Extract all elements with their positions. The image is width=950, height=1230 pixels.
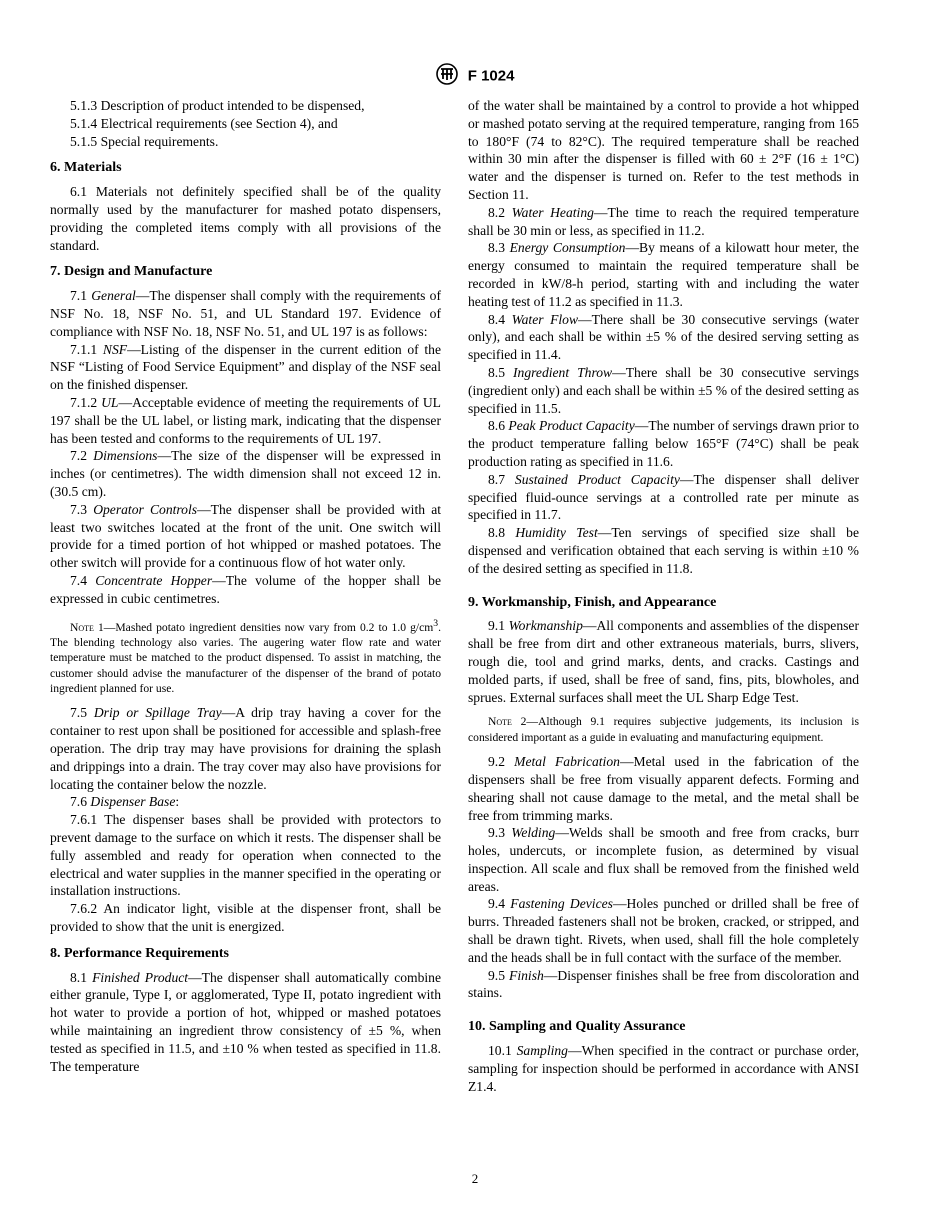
paragraph-7-5: 7.5 Drip or Spillage Tray—A drip tray having a cover for the container to rest upon shall be positioned for accessible and splash-free operation. The drip tray may have provisions for draining the splash and drippings into a drain. The tray cover may also have provisions for locating the container below the nozzle. (50, 705, 441, 792)
paragraph-7-3: 7.3 Operator Controls—The dispenser shall be provided with at least two switches located at the front of the unit. One switch will provide for a timed portion of hot whipped or mashed potatoes. The other switch will provide for a continuous flow of hot water only. (50, 501, 442, 571)
paragraph-8-5: 8.5 Ingredient Throw—There shall be 30 consecutive servings (ingredient only) and each shall be within ±5 % of the desired setting as specified in 11.5. (468, 364, 859, 416)
paragraph-7-1-1: 7.1.1 NSF—Listing of the dispenser in the current edition of the NSF “Listing of Food Service Equipment” and display of the NSF seal on the finished dispenser. (50, 341, 442, 393)
paragraph-7-1: 7.1 General—The dispenser shall comply with the requirements of NSF No. 18, NSF No. 51, and UL Standard 197. Evidence of compliance with NSF No. 18, NSF No. 51, and UL 197 is as follows: (50, 288, 441, 339)
paragraph-8-6: 8.6 Peak Product Capacity—The number of servings drawn prior to the product temperature falling below 165°F (74°C) shall be peak production rating as specified in 11.6. (468, 418, 859, 469)
paragraph-7-6-1: 7.6.1 The dispenser bases shall be provided with protectors to prevent damage to the surface on which it rests. The dispenser shall be fully assembled and ready for operation when connected to the electrical and water supplies in the manner specified in the operating or installation instructions. (50, 812, 441, 899)
standard-number: F 1024 (467, 67, 515, 85)
paragraph-9-3: 9.3 Welding—Welds shall be smooth and free from cracks, burr holes, undercuts, or incomplete fusion, as determined by visual inspection. All scale and flux shall be removed from the finished weld areas. (468, 825, 859, 894)
paragraph-8-4: 8.4 Water Flow—There shall be 30 consecutive servings (water only), and each shall be within ±5 % of the desired serving setting as specified in 11.4. (468, 311, 859, 363)
paragraph-5-1-4: 5.1.4 Electrical requirements (see Section 4), and (70, 115, 338, 131)
paragraph-5-1-3: 5.1.3 Description of product intended to be dispensed, (70, 98, 365, 113)
paragraph-7-6-2: 7.6.2 An indicator light, visible at the dispenser front, shall be provided to show that the unit is energized. (50, 901, 441, 934)
paragraph-9-1: 9.1 Workmanship—All components and assemblies of the dispenser shall be free from dirt and other extraneous materials, burrs, slivers, rough die, tool and grind marks, dents, and cracks. Castings and molded parts, if used, shall be free of sand, fins, pits, blowholes, and sprues. External surfaces shall meet the UL Sharp Edge Test. (468, 618, 859, 705)
page-number: 2 (471, 1171, 479, 1186)
paragraph-8-3: 8.3 Energy Consumption—By means of a kilowatt hour meter, the energy consumed to maintain the required temperature shall be recorded in kW/8-h period, starting with and including the water heating test of 11.2 as specified in 11.3. (468, 240, 859, 309)
paragraph-8-7: 8.7 Sustained Product Capacity—The dispenser shall deliver specified fluid-ounce servings at a controlled rate per minute as specified in 11.7. (468, 471, 860, 523)
paragraph-6-1: 6.1 Materials not definitely specified shall be of the quality normally used by the manufacturer for mashed potato dispensers, providing the completed items comply with all provisions of the standard. (50, 184, 441, 253)
paragraph-7-6: 7.6 Dispenser Base: (70, 794, 180, 810)
paragraph-8-8: 8.8 Humidity Test—Ten servings of specified size shall be dispensed and verification obtained that each serving is within ±10 % of the desired setting as specified in 11.8. (468, 525, 859, 576)
paragraph-8-2: 8.2 Water Heating—The time to reach the required temperature shall be 30 min or less, as specified in 11.2. (468, 204, 859, 238)
paragraph-8-1: 8.1 Finished Product—The dispenser shall automatically combine either granule, Type I, or agglomerated, Type II, potato ingredient with hot water to provide a portion of hot, whipped or mashed potatoes while maintaining an ingredient throw consistency of ±5 %, when tested as specified in 11.5, and ±10 % when tested as specified in 11.8. The temperature (50, 969, 441, 1074)
paragraph-5-1-5: 5.1.5 Special requirements. (70, 133, 219, 149)
paragraph-9-4: 9.4 Fastening Devices—Holes punched or drilled shall be free of burrs. Threaded fasteners shall not be broken, cracked, or stripped, and shall be drawn tight. Rivets, when used, shall fill the hole completely and the heads shall be in full contact with the surface of the member. (468, 896, 859, 965)
section-heading-9: 9. Workmanship, Finish, and Appearance (468, 594, 717, 610)
paragraph-7-2: 7.2 Dimensions—The size of the dispenser will be expressed in inches (or centimetres). The width dimension shall not exceed 12 in. (30.5 cm). (50, 448, 441, 499)
astm-logo-icon (436, 63, 458, 89)
page-header (0, 63, 950, 89)
left-column (50, 97, 441, 1075)
right-column (468, 97, 859, 1095)
paragraph-7-4: 7.4 Concentrate Hopper—The volume of the hopper shall be expressed in cubic centimetres. (50, 572, 441, 606)
paragraph-9-2: 9.2 Metal Fabrication—Metal used in the fabrication of the dispensers shall be free from visually apparent defects. Forming and shearing shall not cause damage to the metal, and the metal shall be free from trimming marks. (468, 754, 859, 823)
paragraph-10-1: 10.1 Sampling—When specified in the contract or purchase order, sampling for inspection should be performed in accordance with ANSI Z1.4. (468, 1043, 859, 1094)
section-heading-8: 8. Performance Requirements (50, 945, 229, 961)
note-1: Note 1—Mashed potato ingredient densities now vary from 0.2 to 1.0 $g/cm^3$. The blending technology also varies. The augering water flow rate and water temperature must be matched to the product dispensed. To assist in matching, the customer should advise the manufacturer of the dispenser of the brand of potato ingredient planned for use. (50, 617, 441, 695)
note-2: Note 2—Although 9.1 requires subjective judgements, its inclusion is considered important as a guide in evaluating and manufacturing equipment. (468, 715, 859, 744)
section-heading-7: 7. Design and Manufacture (50, 264, 213, 280)
paragraph-9-5: 9.5 Finish—Dispenser finishes shall be free from discoloration and stains. (468, 967, 859, 1001)
paragraph-7-1-2: 7.1.2 UL—Acceptable evidence of meeting the requirements of UL 197 shall be the UL label, or listing mark, indicating that the dispenser has been tested and conforms to the requirements of UL 197. (50, 394, 441, 446)
section-heading-6: 6. Materials (50, 160, 122, 176)
paragraph-8-1-continued: of the water shall be maintained by a control to provide a hot whipped or mashed potato serving at the required temperature, ranging from 165 to 180°F (74 to 82°C). The required temperature shall be reached within 30 min after the dispenser is filled with 60 ± 2°F (16 ± 1°C) water and the dispenser is turned on. Refer to the test methods in Section 11. (468, 98, 859, 202)
section-heading-10: 10. Sampling and Quality Assurance (468, 1019, 686, 1035)
